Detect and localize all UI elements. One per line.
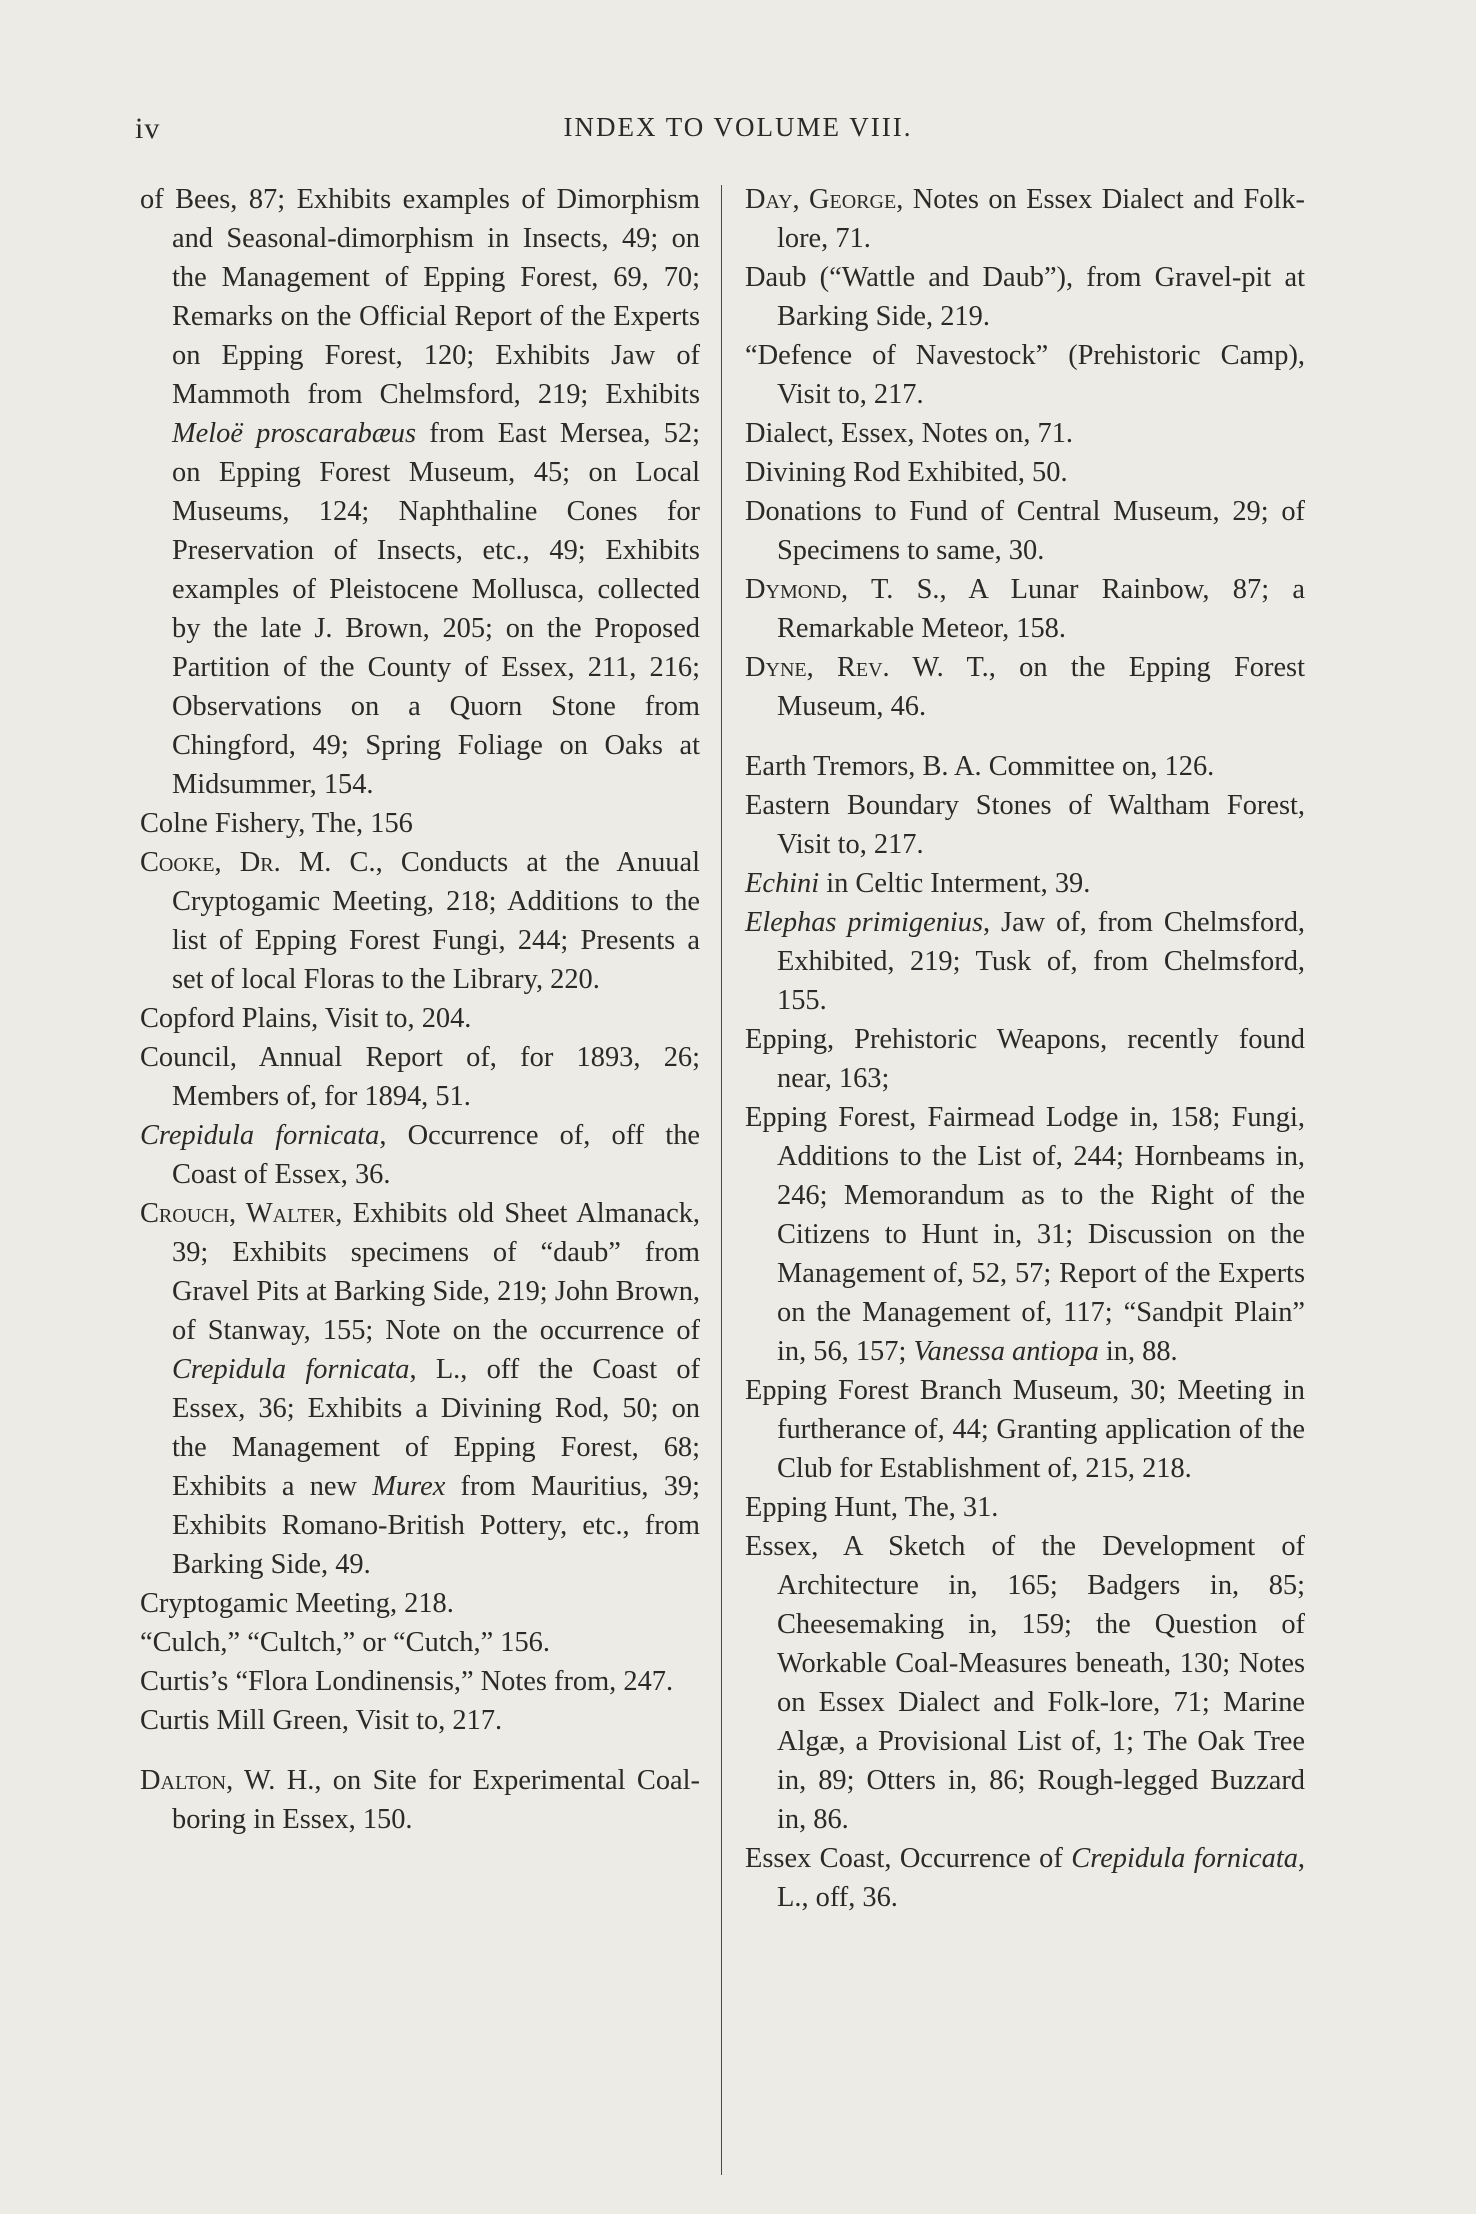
index-entry — [140, 1662, 700, 1701]
index-entry — [745, 648, 1305, 726]
index-entry — [745, 492, 1305, 570]
entry-text: from East Mersea, 52; on Epping Forest Museum, 45; on Local Museums, 124; Naphthaline Cones for Preservation of Insects, etc., 49; Exhibits examples of Pleistocene Mollusca, collected by the late J. Brown, 205; on the Proposed Partition of the County of Essex, 211, 216; Observations on a Quorn Stone from Chingford, 49; Spring Foliage on Oaks at Midsummer, 154. — [172, 418, 700, 800]
index-entry — [745, 786, 1305, 864]
entry-taxon: Vanessa antiopa — [913, 1336, 1099, 1367]
index-entry — [745, 570, 1305, 648]
entry-taxon: Echini — [745, 868, 820, 899]
entry-name: Crouch, Walter — [140, 1198, 336, 1229]
index-entry — [140, 1623, 700, 1662]
index-entry — [140, 804, 700, 843]
index-entry — [140, 1194, 700, 1584]
index-entry — [140, 180, 700, 804]
entry-text: , Notes on Essex Dialect and Folk-lore, 71. — [777, 184, 1306, 254]
index-entry — [140, 1584, 700, 1623]
index-entry — [140, 1038, 700, 1116]
index-entry — [140, 999, 700, 1038]
entry-text: Council, Annual Report of, for 1893, 26; Members of, for 1894, 51. — [140, 1042, 700, 1112]
index-entry — [745, 258, 1305, 336]
column-divider — [721, 185, 722, 2175]
entry-text: Epping, Prehistoric Weapons, recently found near, 163; — [745, 1024, 1305, 1094]
entry-taxon: Meloë proscarabæus — [172, 418, 417, 449]
entry-text: Colne Fishery, The, 156 — [140, 808, 413, 839]
entry-text: , L., off, 36. — [777, 1843, 1306, 1913]
entry-text: Epping Hunt, The, 31. — [745, 1492, 999, 1523]
entry-taxon: Elephas primigenius — [745, 907, 984, 938]
entry-text: , Occurrence of, off the Coast of Essex, 36. — [172, 1120, 700, 1190]
entry-text: Curtis Mill Green, Visit to, 217. — [140, 1705, 503, 1736]
entry-taxon: Crepidula fornicata — [1071, 1843, 1298, 1874]
entry-text: Cryptogamic Meeting, 218. — [140, 1588, 454, 1619]
entry-text: Earth Tremors, B. A. Committee on, 126. — [745, 751, 1215, 782]
entry-text: Daub (“Wattle and Daub”), from Gravel-pit at Barking Side, 219. — [745, 262, 1305, 332]
index-entry — [745, 414, 1305, 453]
entry-name: Dyne, Rev. W. T. — [745, 652, 989, 683]
index-entry — [745, 1371, 1305, 1488]
entry-text: Copford Plains, Visit to, 204. — [140, 1003, 472, 1034]
entry-name: Dymond, T. S. — [745, 574, 940, 605]
entry-taxon: Crepidula fornicata — [140, 1120, 380, 1151]
entry-name: Dalton, W. H. — [140, 1765, 315, 1796]
entry-text: Eastern Boundary Stones of Waltham Forest, Visit to, 217. — [745, 790, 1305, 860]
entry-taxon: Crepidula fornicata — [172, 1354, 410, 1385]
index-entry — [140, 843, 700, 999]
entry-name: Day, George — [745, 184, 897, 215]
entry-text: , Exhibits old Sheet Almanack, 39; Exhibits specimens of “daub” from Gravel Pits at Barking Side, 219; John Brown, of Stanway, 155; Note on the occurrence of — [172, 1198, 700, 1346]
entry-text: Divining Rod Exhibited, 50. — [745, 457, 1068, 488]
entry-text: of Bees, 87; Exhibits examples of Dimorphism and Seasonal-dimorphism in Insects, 49; on the Management of Epping Forest, 69, 70; Remarks on the Official Report of the Experts on Epping Forest, 120; Exhibits Jaw of Mammoth from Chelmsford, 219; Exhibits — [140, 184, 700, 410]
entry-text: , Jaw of, from Chelmsford, Exhibited, 219; Tusk of, from Chelmsford, 155. — [777, 907, 1305, 1016]
index-entry — [745, 1527, 1305, 1839]
entry-text: , on the Epping Forest Museum, 46. — [777, 652, 1305, 722]
index-entry — [745, 1488, 1305, 1527]
entry-text: Dialect, Essex, Notes on, 71. — [745, 418, 1074, 449]
entry-text: , L., off the Coast of Essex, 36; Exhibits a Divining Rod, 50; on the Management of Epping Forest, 68; Exhibits a new — [172, 1354, 701, 1502]
entry-text: “Defence of Navestock” (Prehistoric Camp), Visit to, 217. — [745, 340, 1305, 410]
index-entry — [745, 903, 1305, 1020]
entry-text: , Conducts at the Anuual Cryptogamic Meeting, 218; Additions to the list of Epping Forest Fungi, 244; Presents a set of local Floras to the Library, 220. — [172, 847, 700, 995]
entry-text: Epping Forest Branch Museum, 30; Meeting in furtherance of, 44; Granting application of the Club for Establishment of, 215, 218. — [745, 1375, 1305, 1484]
entry-text: Essex Coast, Occurrence of — [745, 1843, 1072, 1874]
entry-text: in, 88. — [1098, 1336, 1178, 1367]
entry-text: Curtis’s “Flora Londinensis,” Notes from, 247. — [140, 1666, 674, 1697]
entry-taxon: Murex — [372, 1471, 446, 1502]
page-number: iv — [135, 112, 161, 145]
index-entry — [745, 336, 1305, 414]
index-column-left — [140, 180, 700, 1839]
index-entry — [745, 453, 1305, 492]
index-entry — [140, 1761, 700, 1839]
entry-text: , A Lunar Rainbow, 87; a Remarkable Meteor, 158. — [777, 574, 1306, 644]
entry-text: from Mauritius, 39; Exhibits Romano-British Pottery, etc., from Barking Side, 49. — [172, 1471, 700, 1580]
entry-text: in Celtic Interment, 39. — [819, 868, 1091, 899]
index-entry — [140, 1116, 700, 1194]
running-title: INDEX TO VOLUME VIII. — [563, 112, 913, 142]
index-entry — [140, 1701, 700, 1740]
index-entry — [745, 1098, 1305, 1371]
entry-text: “Culch,” “Cultch,” or “Cutch,” 156. — [140, 1627, 550, 1658]
index-entry — [745, 180, 1305, 258]
entry-text: , on Site for Experimental Coal-boring in Essex, 150. — [172, 1765, 700, 1835]
entry-text: Essex, A Sketch of the Development of Architecture in, 165; Badgers in, 85; Cheesemaking in, 159; the Question of Workable Coal-Measures beneath, 130; Notes on Essex Dialect and Folk-lore, 71; Marine Algæ, a Provisional List of, 1; The Oak Tree in, 89; Otters in, 86; Rough-legged Buzzard in, 86. — [745, 1531, 1305, 1835]
index-entry — [745, 1020, 1305, 1098]
entry-name: Cooke, Dr. M. C. — [140, 847, 376, 878]
index-entry — [745, 1839, 1305, 1917]
index-entry — [745, 747, 1305, 786]
index-column-right — [745, 180, 1305, 1917]
index-entry — [745, 864, 1305, 903]
entry-text: Donations to Fund of Central Museum, 29; of Specimens to same, 30. — [745, 496, 1305, 566]
entry-text: Epping Forest, Fairmead Lodge in, 158; Fungi, Additions to the List of, 244; Hornbeams in, 246; Memorandum as to the Right of the Citizens to Hunt in, 31; Discussion on the Management of, 52, 57; Report of the Experts on the Management of, 117; “Sandpit Plain” in, 56, 157; — [745, 1102, 1305, 1367]
